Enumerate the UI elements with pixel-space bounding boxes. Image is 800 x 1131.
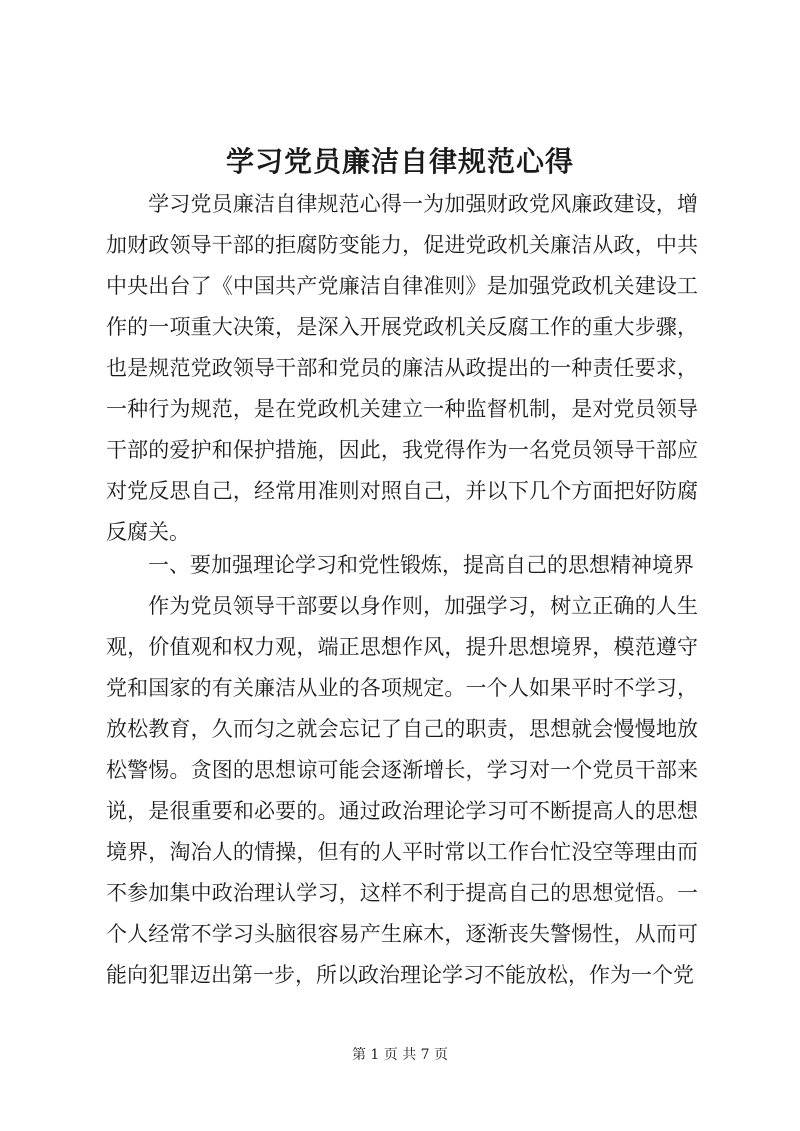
paragraph-intro-text: 学习党员廉洁自律规范心得一为加强财政党风廉政建设，增加财政领导干部的拒腐防变能力，促进党政机关廉洁从政，中共中央出台了《中国共产党廉洁自律准则》是加强党政机关建设工作的一项重大决策，是深入开展党政机关反腐工作的重大步骤，也是规范党政领导干部和党员的廉洁从政提出的一种责任要求，一种行为规范，是在党政机关建立一种监督机制，是对党员领导干部的爱护和保护措施，因此，我党得作为一名党员领导干部应对党反思自己，经常用准则对照自己，并以下几个方面把好防腐反腐关。 [106,192,698,544]
paragraph-intro [106,184,698,553]
paragraph-section-1 [106,586,698,996]
section-heading-1-text: 一、要加强理论学习和党性锻炼，提高自己的思想精神境界 [148,553,694,577]
page-number-footer: 第 1 页 共 7 页 [351,1047,449,1063]
section-heading-1 [106,545,698,586]
document-title: 学习党员廉洁自律规范心得 [225,145,574,178]
paragraph-section-1-text: 作为党员领导干部要以身作则，加强学习，树立正确的人生观，价值观和权力观，端正思想作风，提升思想境界，模范遵守党和国家的有关廉洁从业的各项规定。一个人如果平时不学习，放松教育，久而匀之就会忘记了自己的职责，思想就会慢慢地放松警惕。贪图的思想谅可能会逐渐增长，学习对一个党员干部来说，是很重要和必要的。通过政治理论学习可不断提高人的思想境界，淘冶人的情操，但有的人平时常以工作台忙没空等理由而不参加集中政治理认学习，这样不利于提高自己的思想觉悟。一个人经常不学习头脑很容易产生麻木，逐渐丧失警惕性，从而可能向犯罪迈出第一步，所以政治理论学习不能放松，作为一个党 [106,594,698,987]
